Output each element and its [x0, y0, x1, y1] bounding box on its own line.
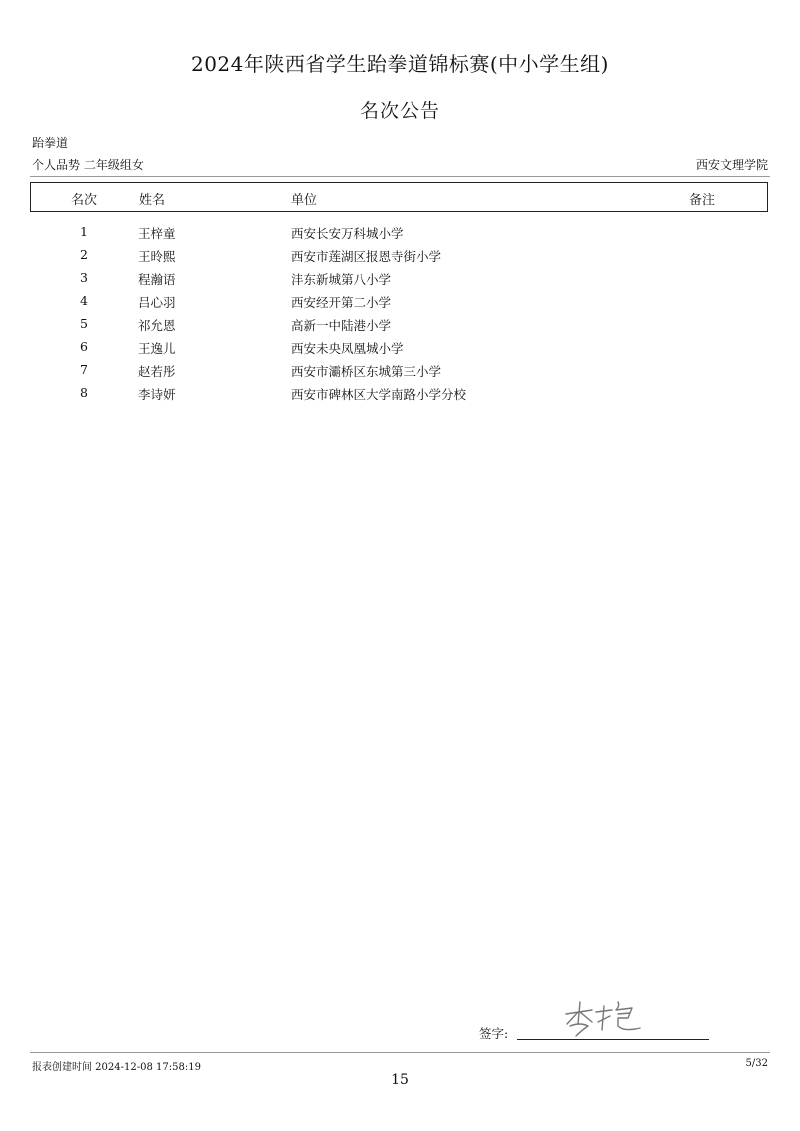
signature-label: 签字: — [479, 1026, 509, 1041]
bottom-divider — [30, 1052, 770, 1053]
unit-cell: 西安未央凤凰城小学 — [291, 341, 404, 356]
name-cell: 王梓童 — [138, 226, 176, 241]
name-cell: 王逸儿 — [138, 341, 176, 356]
name-cell: 赵若彤 — [138, 364, 176, 379]
table-row — [0, 291, 800, 314]
created-timestamp: 报表创建时间 2024-12-08 17:58:19 — [32, 1062, 201, 1073]
unit-cell: 高新一中陆港小学 — [291, 318, 392, 333]
page-subtitle: 名次公告 — [359, 100, 440, 122]
handwritten-signature — [562, 996, 646, 1038]
rank-cell: 6 — [80, 339, 88, 354]
table-row — [0, 360, 800, 383]
table-row — [0, 337, 800, 360]
header-unit: 单位 — [291, 193, 318, 208]
name-cell: 李诗妍 — [138, 387, 176, 402]
unit-cell: 沣东新城第八小学 — [291, 272, 392, 287]
unit-cell: 西安经开第二小学 — [291, 295, 392, 310]
rank-cell: 7 — [80, 362, 88, 377]
name-cell: 王昤熙 — [138, 249, 176, 264]
rank-cell: 8 — [80, 385, 88, 400]
rank-cell: 2 — [80, 247, 88, 262]
rank-cell: 1 — [80, 224, 88, 239]
event-label: 个人品势 二年级组女 — [32, 158, 144, 172]
page-count: 5/32 — [745, 1058, 768, 1069]
table-row — [0, 245, 800, 268]
header-name: 姓名 — [139, 193, 166, 208]
rank-cell: 3 — [80, 270, 88, 285]
page-number: 15 — [391, 1072, 409, 1088]
results-table — [0, 222, 800, 406]
page-title: 2024年陕西省学生跆拳道锦标赛(中小学生组) — [190, 52, 609, 76]
table-row — [0, 222, 800, 245]
unit-cell: 西安市碑林区大学南路小学分校 — [291, 387, 467, 402]
organizer-label: 西安文理学院 — [695, 158, 768, 172]
unit-cell: 西安市灞桥区东城第三小学 — [291, 364, 442, 379]
rank-cell: 5 — [80, 316, 88, 331]
table-row — [0, 314, 800, 337]
table-header — [30, 182, 768, 212]
name-cell: 吕心羽 — [138, 295, 176, 310]
name-cell: 程瀚语 — [138, 272, 176, 287]
rank-cell: 4 — [80, 293, 88, 308]
unit-cell: 西安市莲湖区报恩寺街小学 — [291, 249, 442, 264]
table-row — [0, 268, 800, 291]
unit-cell: 西安长安万科城小学 — [291, 226, 404, 241]
header-note: 备注 — [689, 193, 716, 208]
top-divider — [30, 176, 770, 177]
signature-line — [517, 1039, 709, 1040]
table-row — [0, 383, 800, 406]
name-cell: 祁允恩 — [138, 318, 176, 333]
sport-label: 跆拳道 — [32, 136, 69, 150]
header-rank: 名次 — [71, 193, 98, 208]
